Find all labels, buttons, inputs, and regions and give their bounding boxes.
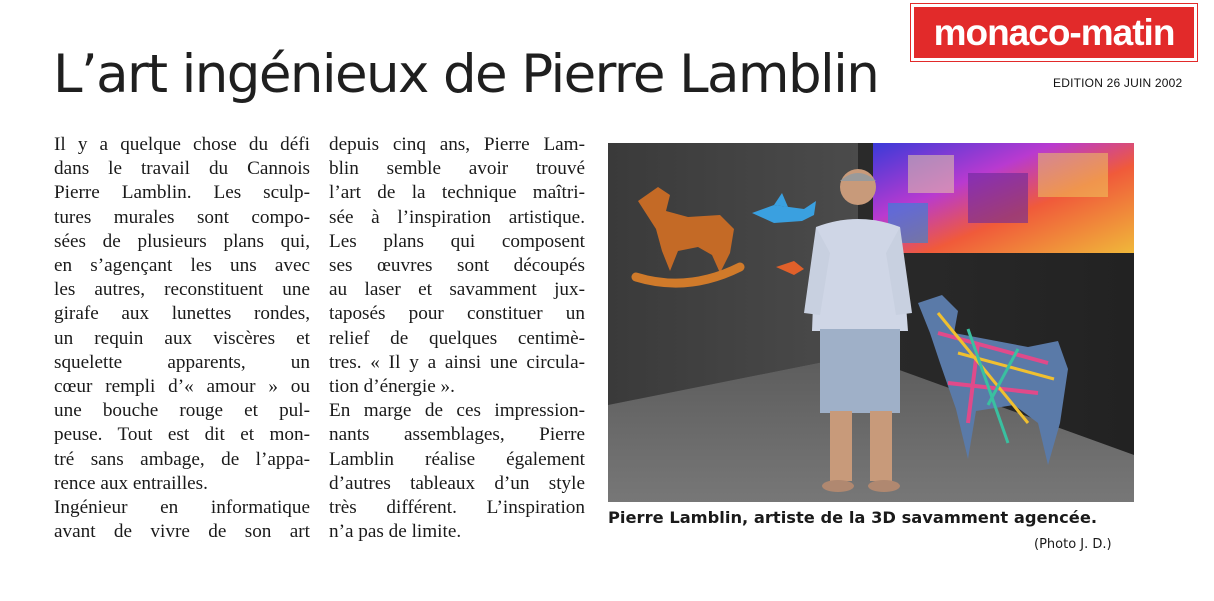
text-line: Pierre Lamblin. Les sculp-: [54, 182, 310, 204]
photo-credit: (Photo J. D.): [1034, 537, 1112, 552]
text-line: En marge de ces impression-: [329, 400, 585, 422]
article-headline: L’art ingénieux de Pierre Lamblin: [53, 44, 879, 105]
text-line: très différent. L’inspiration: [329, 497, 585, 519]
newspaper-logo: [911, 4, 1197, 61]
paragraph: [54, 133, 310, 496]
text-line: une bouche rouge et pul-: [54, 400, 310, 422]
article-photo: [608, 143, 1134, 502]
text-line: Les plans qui composent: [329, 230, 585, 252]
article-column-1: [54, 133, 310, 544]
text-line: sée à l’inspiration artistique.: [329, 206, 585, 228]
text-line: squelette apparents, un: [54, 351, 310, 373]
text-line: girafe aux lunettes rondes,: [54, 303, 310, 325]
text-line: taposés pour constituer un: [329, 303, 585, 325]
text-line: rence aux entrailles.: [54, 472, 208, 494]
painting: [873, 143, 1134, 253]
text-line: Ingénieur en informatique: [54, 497, 310, 519]
text-line: nants assemblages, Pierre: [329, 424, 585, 446]
edition-date: EDITION 26 JUIN 2002: [1053, 76, 1183, 90]
article-column-2: [329, 133, 585, 544]
text-line: tion d’énergie ».: [329, 376, 455, 398]
text-line: au laser et savamment jux-: [329, 279, 585, 301]
text-line: tres. « Il y a ainsi une circula-: [329, 351, 585, 373]
text-line: tures murales sont compo-: [54, 206, 310, 228]
text-line: ses œuvres sont découpés: [329, 255, 585, 277]
text-line: dans le travail du Cannois: [54, 158, 310, 180]
text-line: peuse. Tout est dit et mon-: [54, 424, 310, 446]
text-line: relief de quelques centimè-: [329, 327, 585, 349]
text-line: n’a pas de limite.: [329, 521, 462, 543]
text-line: blin semble avoir trouvé: [329, 158, 585, 180]
newspaper-logo-text: monaco-matin: [933, 11, 1175, 53]
paragraph: [54, 496, 310, 544]
paragraph: [329, 133, 585, 399]
text-line: d’autres tableaux d’un style: [329, 472, 585, 494]
paragraph: [329, 399, 585, 544]
text-line: un requin aux viscères et: [54, 327, 310, 349]
text-line: tré sans ambage, de l’appa-: [54, 448, 310, 470]
text-line: sées de plusieurs plans qui,: [54, 230, 310, 252]
text-line: depuis cinq ans, Pierre Lam-: [329, 134, 585, 155]
photo-caption: Pierre Lamblin, artiste de la 3D savamment agencée.: [608, 508, 1098, 527]
text-line: l’art de la technique maîtri-: [329, 182, 585, 204]
text-line: les autres, reconstituent une: [54, 279, 310, 301]
gallery-scene: [608, 143, 1134, 502]
text-line: avant de vivre de son art: [54, 521, 310, 543]
text-line: Il y a quelque chose du défi: [54, 134, 310, 155]
text-line: cœur rempli d’« amour » ou: [54, 376, 310, 398]
text-line: Lamblin réalise également: [329, 448, 585, 470]
text-line: en s’agençant les uns avec: [54, 255, 310, 277]
